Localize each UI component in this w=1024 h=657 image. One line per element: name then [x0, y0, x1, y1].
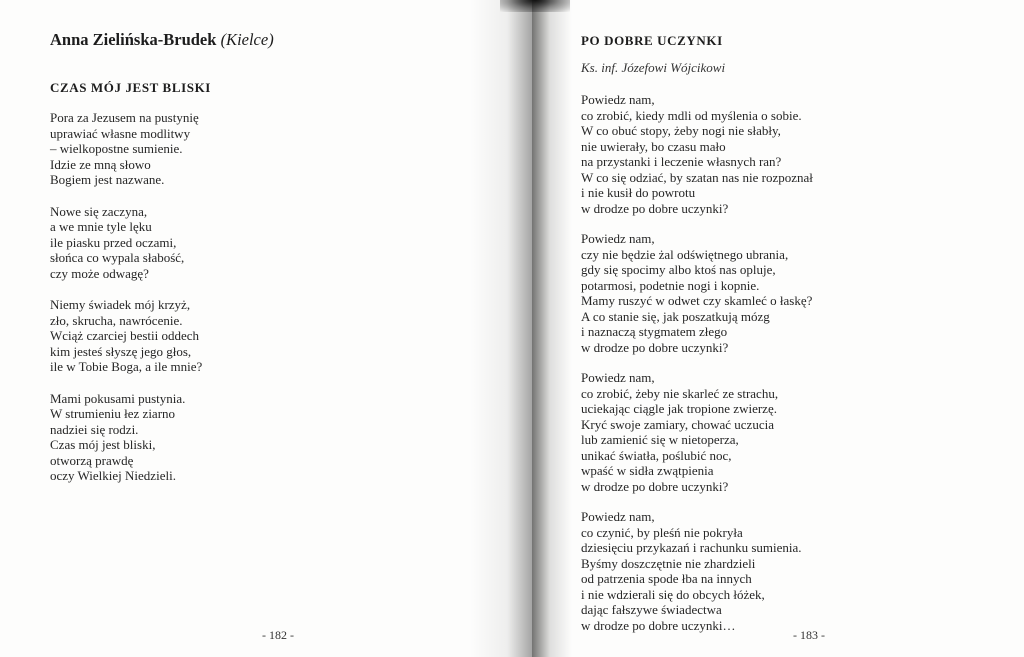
- verse-line: W strumieniu łez ziarno: [50, 406, 176, 421]
- verse-line: wpaść w sidła zwątpienia: [581, 463, 714, 478]
- stanza: [50, 110, 202, 188]
- verse-line: i naznaczą stygmatem złego: [581, 324, 728, 339]
- verse-line: co zrobić, żeby nie skarleć ze strachu,: [581, 385, 779, 401]
- verse-line: co zrobić, kiedy mdli od myślenia o sobie.: [581, 107, 802, 123]
- left-poem-body: [50, 110, 202, 484]
- poem-dedication: Ks. inf. Józefowi Wójcikowi: [581, 60, 726, 75]
- stanza: [50, 204, 202, 282]
- verse-line: lub zamienić się w nietoperza,: [581, 432, 739, 447]
- verse-line: otworzą prawdę: [50, 452, 134, 468]
- right-page-number: - 183 -: [793, 628, 825, 642]
- verse-line: nadziei się rodzi.: [50, 421, 139, 437]
- verse-line: Powiedz nam,: [581, 370, 655, 385]
- author-heading: [50, 30, 274, 50]
- verse-line: Powiedz nam,: [581, 92, 655, 107]
- verse-line: a we mnie tyle lęku: [50, 219, 152, 234]
- verse-line: Idzie ze mną słowo: [50, 156, 151, 172]
- verse-line: na przystanki i leczenie własnych ran?: [581, 154, 782, 169]
- right-poem-title: PO DOBRE UCZYNKI: [581, 33, 723, 48]
- stanza: [581, 370, 813, 494]
- stanza: [50, 297, 202, 375]
- verse-line: uprawiać własne modlitwy: [50, 125, 191, 141]
- verse-line: zło, skrucha, nawrócenie.: [50, 312, 183, 328]
- author-place: (Kielce): [220, 30, 274, 49]
- verse-line: ile w Tobie Boga, a ile mnie?: [50, 359, 203, 374]
- verse-line: Niemy świadek mój krzyż,: [50, 297, 191, 312]
- verse-line: Byśmy doszczętnie nie zhardzieli: [581, 555, 756, 571]
- book-gutter-shadow-right: [532, 0, 572, 657]
- verse-line: Bogiem jest nazwane.: [50, 172, 165, 187]
- verse-line: w drodze po dobre uczynki?: [581, 339, 729, 355]
- book-spine: [500, 0, 570, 12]
- verse-line: potarmosi, podetnie nogi i kopnie.: [581, 277, 760, 293]
- verse-line: co czynić, by pleśń nie pokryła: [581, 524, 743, 540]
- stanza: [50, 391, 202, 484]
- verse-line: kim jesteś słyszę jego głos,: [50, 343, 192, 359]
- verse-line: w drodze po dobre uczynki…: [581, 617, 736, 633]
- verse-line: i nie wdzierali się do obcych łóżek,: [581, 586, 765, 602]
- verse-line: w drodze po dobre uczynki?: [581, 478, 729, 494]
- verse-line: W co się odziać, by szatan nas nie rozpoznał: [581, 169, 813, 185]
- author-name: Anna Zielińska-Brudek: [50, 30, 217, 49]
- verse-line: dziesięciu przykazań i rachunku sumienia.: [581, 540, 802, 555]
- stanza: [581, 92, 813, 216]
- verse-line: gdy się spocimy albo ktoś nas opluje,: [581, 262, 776, 277]
- book-gutter-shadow-left: [470, 0, 532, 657]
- stanza: [581, 231, 813, 355]
- verse-line: – wielkopostne sumienie.: [50, 141, 183, 156]
- verse-line: Wciąż czarciej bestii oddech: [50, 328, 200, 343]
- verse-line: A co stanie się, jak poszatkują mózg: [581, 308, 770, 324]
- stanza: [581, 509, 813, 633]
- verse-line: Mami pokusami pustynia.: [50, 390, 186, 406]
- verse-line: od patrzenia spode łba na innych: [581, 571, 752, 586]
- left-page-number: - 182 -: [262, 628, 294, 642]
- verse-line: dając fałszywe świadectwa: [581, 602, 722, 617]
- verse-line: Czas mój jest bliski,: [50, 437, 156, 452]
- verse-line: Pora za Jezusem na pustynię: [50, 110, 199, 125]
- verse-line: słońca co wypala słabość,: [50, 250, 185, 265]
- verse-line: oczy Wielkiej Niedzieli.: [50, 468, 176, 483]
- verse-line: Nowe się zaczyna,: [50, 203, 148, 219]
- verse-line: i nie kusił do powrotu: [581, 185, 696, 200]
- verse-line: Mamy ruszyć w odwet czy skamleć o łaskę?: [581, 293, 813, 308]
- verse-line: w drodze po dobre uczynki?: [581, 200, 729, 216]
- verse-line: unikać światła, poślubić noc,: [581, 447, 732, 463]
- verse-line: czy może odwagę?: [50, 265, 149, 281]
- verse-line: czy nie będzie żal odświętnego ubrania,: [581, 246, 789, 262]
- verse-line: Powiedz nam,: [581, 509, 655, 524]
- verse-line: W co obuć stopy, żeby nogi nie słabły,: [581, 123, 781, 138]
- verse-line: nie uwierały, bo czasu mało: [581, 138, 726, 154]
- verse-line: ile piasku przed oczami,: [50, 234, 177, 250]
- verse-line: Powiedz nam,: [581, 231, 655, 246]
- left-poem-title: CZAS MÓJ JEST BLISKI: [50, 80, 211, 95]
- right-poem-body: [581, 92, 813, 633]
- verse-line: Kryć swoje zamiary, chować uczucia: [581, 416, 774, 432]
- verse-line: uciekając ciągle jak tropione zwierzę.: [581, 401, 777, 416]
